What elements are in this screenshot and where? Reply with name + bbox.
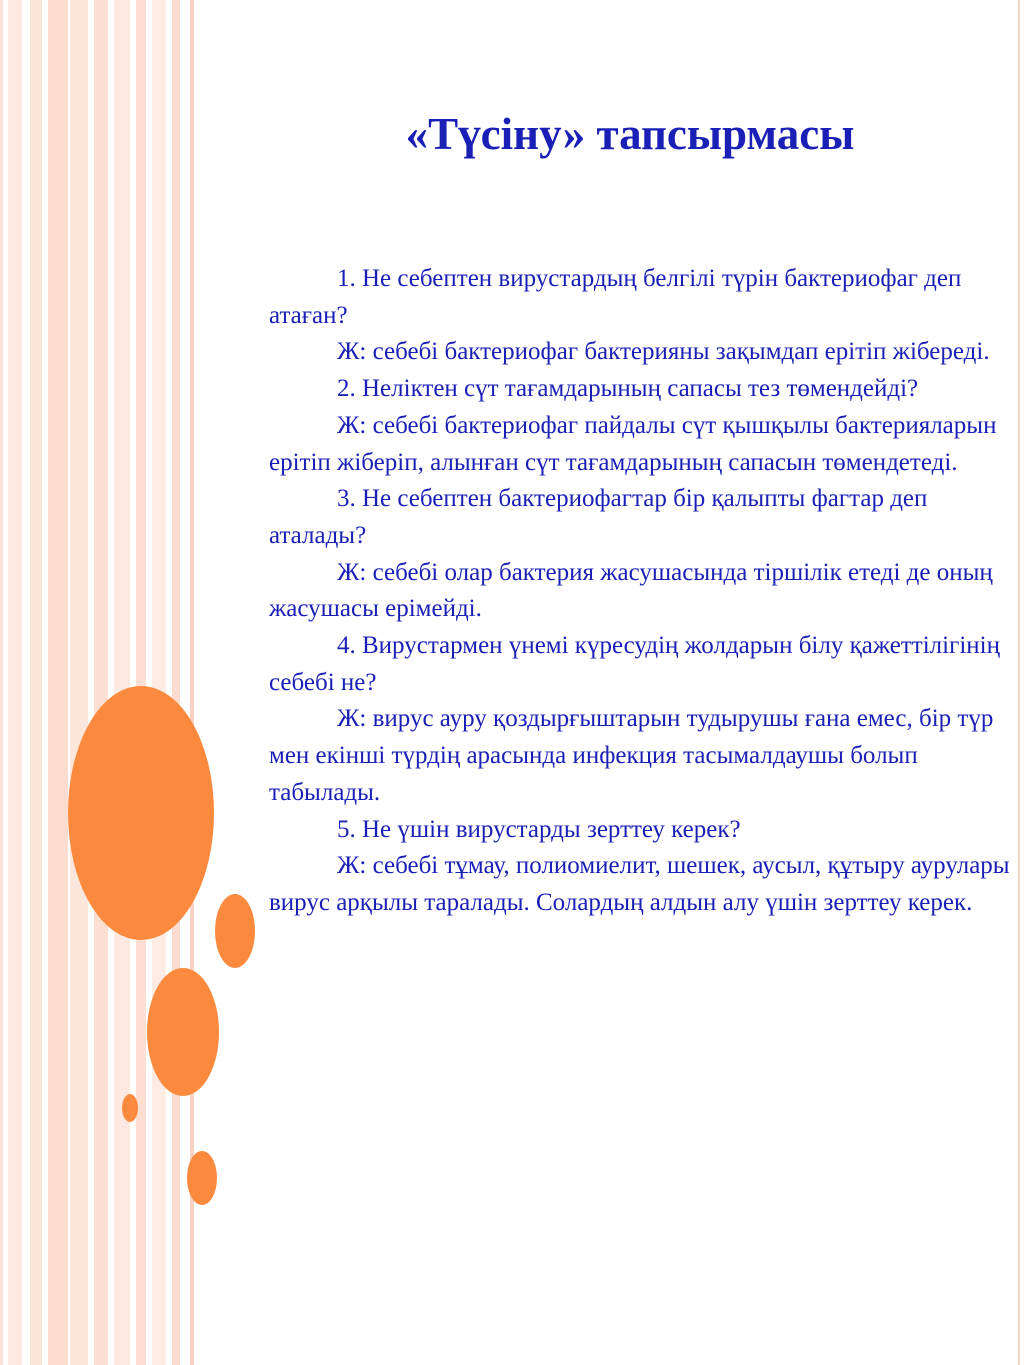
answer-5: Ж: себебі тұмау, полиомиелит, шешек, аусыл, құтыру аурулары вирус арқылы таралады. Солардың алдын алу үшін зерттеу керек.: [269, 852, 1010, 916]
stripe: [70, 0, 88, 1365]
small-circle: [187, 1151, 217, 1205]
qa-list: [269, 261, 1014, 922]
stripe: [94, 0, 108, 1365]
question-3: 3. Не себептен бактериофагтар бір қалыпты фагтар деп аталады?: [269, 485, 928, 549]
large-circle: [68, 686, 214, 940]
answer-2: Ж: себебі бактериофаг пайдалы сүт қышқылы бактерияларын ерітіп жіберіп, алынған сүт тағамдарының сапасын төмендетеді.: [269, 411, 997, 476]
answer-4: Ж: вирус ауру қоздырғыштарын тудырушы ғана емес, бір түр мен екінші түрдің арасында инфекция тасымалдаушы болып табылады.: [269, 705, 994, 806]
stripe: [152, 0, 166, 1365]
stripe: [48, 0, 68, 1365]
stripe: [30, 0, 42, 1365]
medium-circle: [147, 968, 219, 1096]
small-circle: [122, 1094, 138, 1122]
medium-circle: [215, 894, 255, 968]
question-4: 4. Вирустармен үнемі күресудің жолдарын білу қажеттілігінің себебі не?: [269, 632, 1000, 696]
answer-1: Ж: себебі бактериофаг бактерияны зақымдап ерітіп жібереді.: [337, 338, 990, 366]
stripe: [114, 0, 130, 1365]
stripe: [8, 0, 22, 1365]
slide-title: «Түсіну» тапсырмасы: [405, 109, 855, 159]
decorative-stripes: [0, 0, 200, 1365]
answer-3: Ж: себебі олар бактерия жасушасында тіршілік етеді де оның жасушасы ерімейді.: [269, 558, 993, 623]
stripe: [0, 0, 3, 1365]
question-1: 1. Не себептен вирустардың белгілі түрін бактериофаг деп атаған?: [269, 265, 962, 329]
right-border-line: [1018, 0, 1020, 1365]
question-2: 2. Неліктен сүт тағамдарының сапасы тез төмендейді?: [337, 375, 919, 403]
stripe: [172, 0, 180, 1365]
stripe: [136, 0, 146, 1365]
question-5: 5. Не үшін вирустарды зерттеу керек?: [337, 815, 741, 843]
